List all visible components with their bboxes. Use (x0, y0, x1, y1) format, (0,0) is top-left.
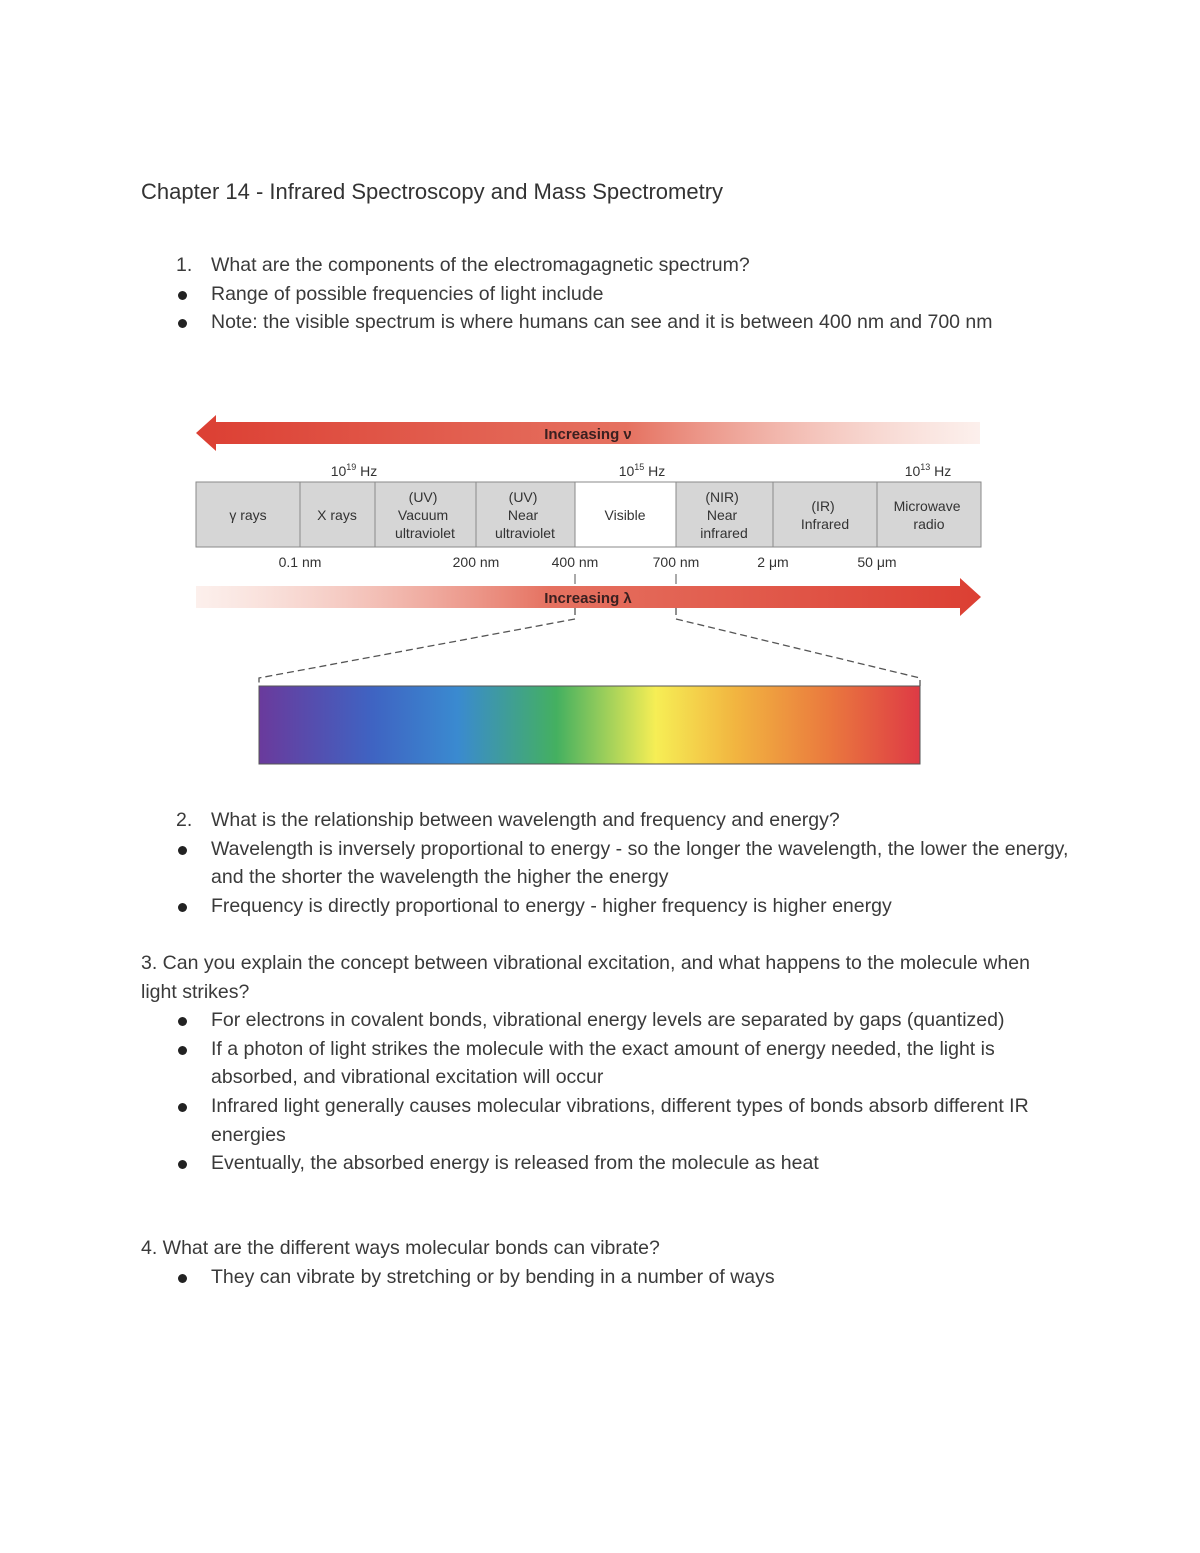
band-label: Visible (604, 507, 646, 523)
wavelength-label: 400 nm (551, 554, 599, 570)
band-label: (NIR) Near infrared (700, 489, 748, 541)
list-item: Note: the visible spectrum is where humans can see and it is between 400 nm and 700 nm (141, 308, 1071, 337)
question-1-number: 1. (176, 254, 193, 276)
band-infrared (773, 482, 877, 547)
spectrum-bands (196, 482, 981, 547)
bullet-icon (178, 1160, 187, 1169)
band-label: X rays (317, 507, 357, 523)
question-4 (141, 1234, 1071, 1291)
bullet-icon (178, 1103, 187, 1112)
increasing-wavelength-label: Increasing λ (544, 590, 632, 607)
increasing-frequency-arrow (196, 415, 980, 451)
question-3 (141, 949, 1071, 1178)
frequency-label: $10^{19}$ Hz (330, 462, 378, 479)
increasing-frequency-label: Increasing ν (544, 426, 632, 443)
band-microwave-radio (877, 482, 981, 547)
question-4-text: 4. What are the different ways molecular bonds can vibrate? (141, 1237, 660, 1259)
question-2 (141, 806, 1071, 920)
frequency-label: $10^{15}$ Hz (618, 462, 666, 479)
question-2-number: 2. (176, 809, 193, 831)
list-item: Eventually, the absorbed energy is released from the molecule as heat (141, 1149, 1071, 1178)
connector-right (676, 608, 920, 686)
page-title: Chapter 14 - Infrared Spectroscopy and Mass Spectrometry (141, 179, 724, 204)
question-2-text: What is the relationship between wavelength and frequency and energy? (211, 809, 840, 831)
frequency-labels (331, 462, 952, 479)
wavelength-label: 50 μm (857, 554, 897, 570)
list-item: Infrared light generally causes molecular vibrations, different types of bonds absorb different IR energies (141, 1092, 1071, 1149)
wavelength-labels (279, 554, 897, 570)
list-item: Wavelength is inversely proportional to energy - so the longer the wavelength, the lower the energy, and the shorter the wavelength the higher the energy (141, 835, 1071, 892)
bullet-icon (178, 1017, 187, 1026)
wavelength-label: 0.1 nm (278, 554, 322, 570)
list-item: Range of possible frequencies of light include (141, 280, 1071, 309)
zoom-connectors (259, 608, 920, 686)
band-label: γ rays (229, 507, 267, 523)
bullet-icon (178, 903, 187, 912)
bullet-icon (178, 1274, 187, 1283)
wavelength-label: 200 nm (452, 554, 500, 570)
question-2-heading (141, 806, 1071, 835)
connector-left (259, 608, 575, 686)
wavelength-label: 2 μm (757, 554, 789, 570)
wavelength-label: 700 nm (652, 554, 700, 570)
list-item: For electrons in covalent bonds, vibrational energy levels are separated by gaps (quantized) (141, 1006, 1071, 1035)
frequency-label: $10^{13}$ Hz (904, 462, 952, 479)
question-3-text: 3. Can you explain the concept between vibrational excitation, and what happens to the molecule when light strikes? (141, 952, 1030, 1003)
list-item: Frequency is directly proportional to energy - higher frequency is higher energy (141, 892, 1071, 921)
bullet-icon (178, 846, 187, 855)
visible-spectrum-bar (259, 686, 920, 764)
increasing-wavelength-arrow (196, 578, 981, 616)
question-1-text: What are the components of the electromagagnetic spectrum? (211, 254, 750, 276)
band-label: Microwave radio (893, 498, 961, 532)
bullet-icon (178, 1046, 187, 1055)
list-item: If a photon of light strikes the molecule with the exact amount of energy needed, the light is absorbed, and vibrational excitation will occur (141, 1035, 1071, 1092)
band-label: (UV) Vacuum ultraviolet (395, 489, 455, 541)
list-item: They can vibrate by stretching or by bending in a number of ways (141, 1263, 1071, 1292)
band-label: (UV) Near ultraviolet (495, 489, 555, 541)
band-label: (IR) Infrared (800, 498, 850, 532)
